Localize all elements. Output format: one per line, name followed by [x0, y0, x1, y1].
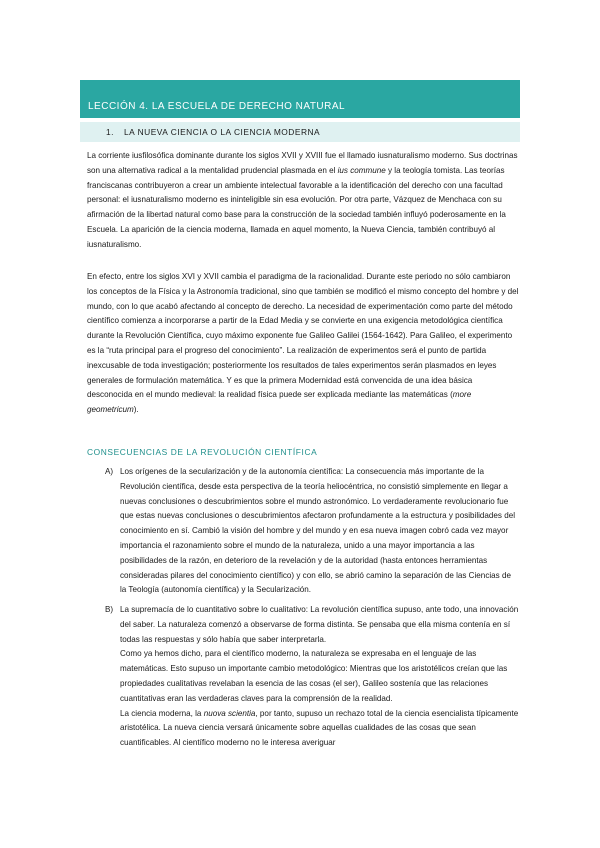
intro-paragraph-2 — [87, 270, 519, 418]
list-marker-a: A) — [105, 467, 114, 476]
list-item-b-text-3a: La ciencia moderna, la — [120, 708, 204, 718]
list-item-b-text-1: La supremacía de lo cuantitativo sobre lo cualitativo: La revolución científica supuso, ante todo, una innovación del saber. La naturaleza comenzó a observarse de forma distinta. Se pensaba que ella misma contenía en sí todas las respuestas y sólo había que saber interpretarla. — [120, 605, 519, 644]
list-item-a-text: Los orígenes de la secularización y de la autonomía científica: La consecuencia más importante de la Revolución científica, desde esta perspectiva de la teoría heliocéntrica, no consistió simplemente en llegar a nuevas conclusiones o descubrimientos sobre el mundo astronómico. Lo verdaderamente revolucionario fue que estas nuevas conclusiones o descubrimientos afectaron profundamente a la estructura y posibilidades del conocimiento en sí. Cambió la visión del hombre y del mundo y en esa nueva imagen cobró cada vez mayor importancia el razonamiento sobre el mundo de la naturaleza, unido a una mayor importancia a las posibilidades de la razón, en deterioro de la revelación y de la autoridad (hasta entonces herramientas consideradas pilares del conocimiento científico) y con ello, se abrió camino la separación de las Ciencias de la Teología (autonomía científica) y la Secularización. — [120, 467, 516, 595]
intro-p2-text-a: En efecto, entre los siglos XVI y XVII cambia el paradigma de la racionalidad. Durante este periodo no sólo cambiaron los conceptos de la Física y la Astronomía tradicional, sino que también se modificó el mismo concepto del hombre y del mundo, con lo que acabó afectando al concepto de derecho. La necesidad de experimentación como parte del método científico comienza a incorporarse a partir de la Edad Media y se convierte en una exigencia metodológica científica durante la Revolución Científica, cuyo máximo exponente fue Galileo Galilei (1564-1642). Para Galileo, el experimento es la “ruta principal para el progreso del conocimiento”. La realización de experimentos será el punto de partida inexcusable de toda investigación; posteriormente los resultados de tales experimentos serán plasmados en leyes generales de formulación matemática. Y es que la primera Modernidad está convencida de una idea básica desconocida en el mundo medieval: la realidad física puede ser explicada mediante las matemáticas ( — [87, 272, 519, 400]
intro-p2-text-b: ). — [133, 405, 139, 415]
section-header-bar — [80, 122, 520, 142]
lesson-title: LECCIÓN 4. LA ESCUELA DE DERECHO NATURAL — [88, 101, 346, 112]
lesson-title-banner — [80, 80, 520, 118]
list-item-b-body — [120, 603, 519, 751]
section-title: LA NUEVA CIENCIA O LA CIENCIA MODERNA — [124, 127, 321, 137]
list-marker-b: B) — [105, 605, 114, 614]
intro-paragraph-1 — [87, 149, 519, 253]
list-item-b-italic: nuova scientia — [203, 708, 256, 718]
list-item-a-body — [120, 465, 519, 598]
intro-p2-italic: more geometricum — [87, 390, 472, 415]
list-item-b-text-2: Como ya hemos dicho, para el científico moderno, la naturaleza se expresaba en el lenguaje de las matemáticas. Esto supuso un importante cambio metodológico: Mientras que los aristotélicos creían que las propiedades cualitativas revelaban la esencia de las cosas (el ser), Galileo sostenía que las relaciones cuantitativas eran las verdaderas claves para la comprensión de la realidad. — [120, 649, 508, 703]
section-number: 1. — [106, 127, 114, 137]
consequences-heading: CONSECUENCIAS DE LA REVOLUCIÓN CIENTÍFICA — [87, 447, 318, 457]
list-item-b-text-3b: , por tanto, supuso un rechazo total de la ciencia esencialista típicamente aristotélica. La nueva ciencia versará únicamente sobre aquellas cualidades de las cosas que sean cuantificables. Al científico moderno no le interesa averiguar — [120, 708, 519, 748]
section-header — [106, 127, 320, 137]
intro-p1-text-b: y la teología tomista. Las teorías franciscanas contribuyeron a crear un ambiente intelectual favorable a la identificación del derecho con una facultad personal: el iusnaturalismo moderno es ininteligible sin esa evolución. Por otra parte, Vázquez de Menchaca con su afirmación de la libertad natural como base para la construcción de la sociedad también influyó poderosamente en la Escuela. La aparición de la ciencia moderna, llamada en aquel momento, la Nueva Ciencia, también contribuyó al iusnaturalismo. — [87, 165, 506, 249]
intro-p1-italic: ius commune — [337, 165, 386, 175]
intro-p1-text-a: La corriente iusfilosófica dominante durante los siglos XVII y XVIII fue el llamado iusnaturalismo moderno. Sus doctrinas son una alternativa radical a la mentalidad prudencial plasmada en el — [87, 151, 518, 175]
list-item-b-text-3 — [120, 707, 519, 751]
